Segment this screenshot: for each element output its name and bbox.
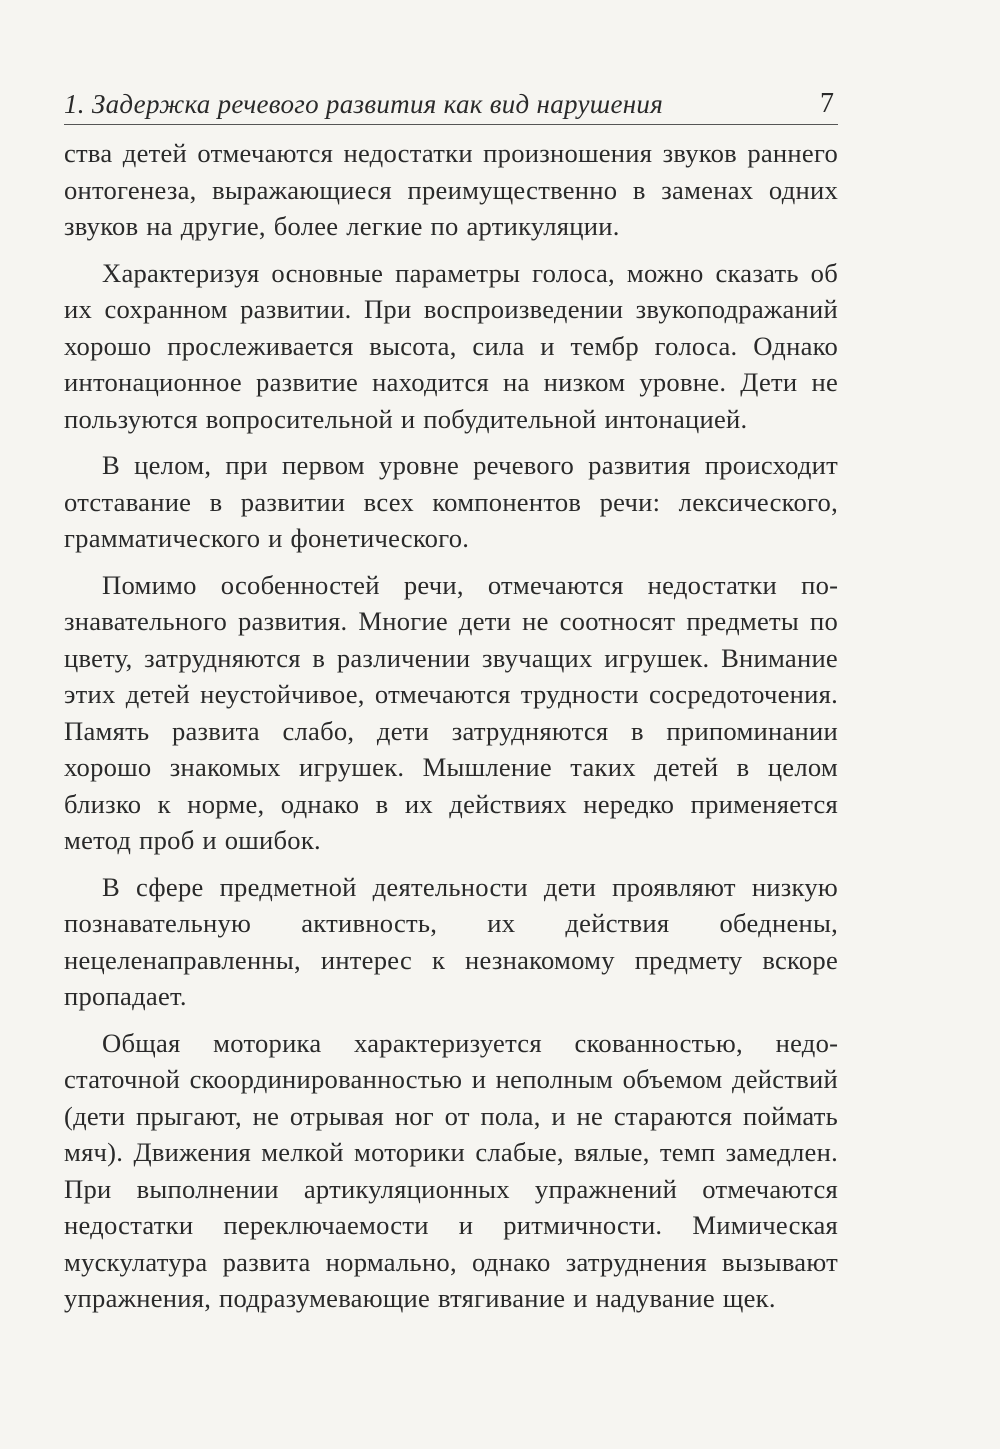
- page-number: 7: [820, 88, 834, 119]
- running-header: [64, 84, 838, 125]
- paragraph-summary: В целом, при первом уровне речевого развития происходит отставание в развитии всех компонентов речи: лексического, грамматического и фонетического.: [64, 450, 838, 553]
- paragraph-voice: Характеризуя основные параметры голоса, можно сказать об их сохранном развитии. При воспроизведении звукоподражаний хорошо прослеживается высота, сила и тембр голоса. Однако интонационное развитие находится на низком уровне. Дети не пользуются вопросительной и побудительной интонацией.: [64, 257, 838, 434]
- paragraph-continued: ства детей отмечаются недостатки произношения звуков раннего онтогенеза, выражающиеся преимущественно в заменах одних звуков на другие, более легкие по артикуляции.: [64, 138, 838, 241]
- paragraph-cognition: Помимо особенностей речи, отмечаются недостатки познавательного развития. Многие дети не соотносят предметы по цвету, затрудняются в различении звучащих игрушек. Внимание этих детей неустойчивое, отмечаются трудности сосредоточения. Память развита слабо, дети затрудняются в припоминании хорошо знакомых игрушек. Мышление таких детей в целом близко к норме, однако в их действиях нередко применяется метод проб и ошибок.: [64, 569, 838, 855]
- body-text: [64, 135, 838, 1317]
- chapter-title: 1. Задержка речевого развития как вид нарушения: [64, 89, 664, 119]
- book-page: [64, 84, 838, 1327]
- paragraph-activity: В сфере предметной деятельности дети проявляют низкую познавательную активность, их действия обеднены, нецеленаправленны, интерес к незнакомому предмету вскоре пропадает.: [64, 871, 838, 1011]
- paragraph-motor-skills: Общая моторика характеризуется скованностью, недостаточной скоординированностью и неполным объемом действий (дети прыгают, не отрывая ног от пола, и не стараются поймать мяч). Движения мелкой моторики слабые, вялые, темп замедлен. При выполнении артикуляционных упражнений отмечаются недостатки переключаемости и ритмичности. Мимическая мускулатура развита нормально, однако затруднения вызывают упражнения, подразумевающие втягивание и надувание щек.: [64, 1027, 838, 1313]
